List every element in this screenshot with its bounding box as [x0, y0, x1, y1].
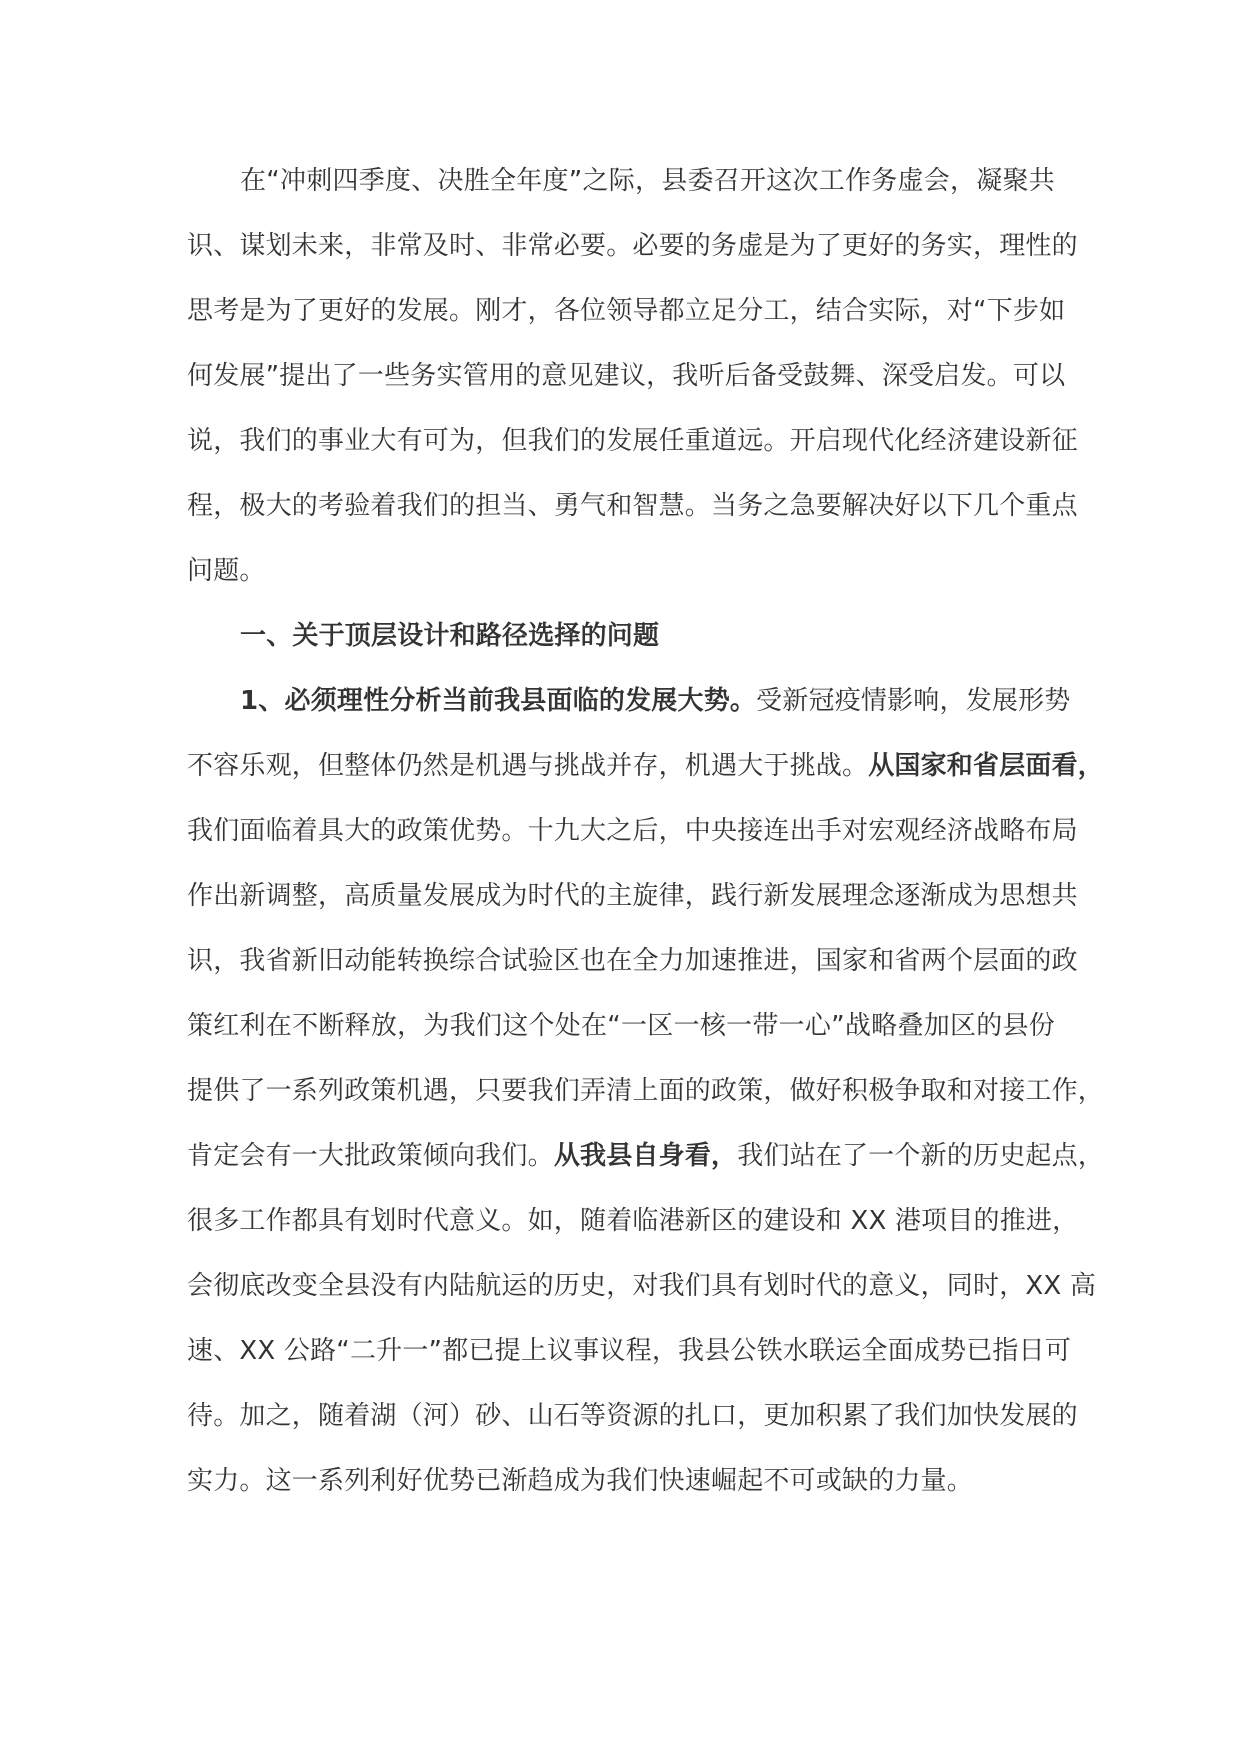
emphasis-text: 从国家和省层面看，: [868, 751, 1105, 781]
paragraph-line: 识，我省新旧动能转换综合试验区也在全力加速推进，国家和省两个层面的政: [187, 946, 1078, 976]
paragraph-line: 程，极大的考验着我们的担当、勇气和智慧。当务之急要解决好以下几个重点: [187, 491, 1078, 521]
paragraph-line: 作出新调整，高质量发展成为时代的主旋律，践行新发展理念逐渐成为思想共: [187, 881, 1078, 911]
line-text: 受新冠疫情影响，发展形势: [756, 686, 1071, 716]
paragraph-line: 很多工作都具有划时代意义。如，随着临港新区的建设和 XX 港项目的推进，: [187, 1206, 1079, 1236]
intro-paragraph: [187, 166, 1078, 623]
paragraph-line: 提供了一系列政策机遇，只要我们弄清上面的政策，做好积极争取和对接工作，: [187, 1076, 1105, 1106]
section-heading: 一、关于顶层设计和路径选择的问题: [240, 621, 660, 651]
emphasis-text: 从我县自身看，: [553, 1141, 738, 1171]
line-text: 肯定会有一大批政策倾向我们。: [187, 1141, 554, 1171]
document-body: [187, 166, 1105, 1533]
paragraph-line: 问题。: [187, 556, 266, 586]
analysis-paragraph: [187, 686, 1105, 1533]
paragraph-line: 说，我们的事业大有可为，但我们的发展任重道远。开启现代化经济建设新征: [187, 426, 1078, 456]
line-text: 不容乐观，但整体仍然是机遇与挑战并存，机遇大于挑战。: [187, 751, 869, 781]
paragraph-line: 速、XX 公路“二升一”都已提上议事议程，我县公铁水联运全面成势已指日可: [187, 1336, 1072, 1366]
paragraph-line: 我们面临着具大的政策优势。十九大之后，中央接连出手对宏观经济战略布局: [187, 816, 1078, 846]
paragraph-line: 识、谋划未来，非常及时、非常必要。必要的务虚是为了更好的务实，理性的: [187, 231, 1078, 261]
paragraph-line: 在“冲刺四季度、决胜全年度”之际，县委召开这次工作务虚会，凝聚共: [240, 166, 1055, 196]
paragraph-line: [187, 751, 1105, 818]
paragraph-line: 思考是为了更好的发展。刚才，各位领导都立足分工，结合实际，对“下步如: [187, 296, 1066, 326]
paragraph-line: 会彻底改变全县没有内陆航运的历史，对我们具有划时代的意义，同时，XX 高: [187, 1271, 1097, 1301]
paragraph-line: [187, 686, 1071, 753]
point-title: 1、必须理性分析当前我县面临的发展大势。: [240, 686, 757, 716]
paragraph-line: 何发展”提出了一些务实管用的意见建议，我听后备受鼓舞、深受启发。可以: [187, 361, 1066, 391]
line-text: 我们站在了一个新的历史起点，: [737, 1141, 1105, 1171]
paragraph-line: 策红利在不断释放，为我们这个处在“一区一核一带一心”战略叠加区的县份: [187, 1011, 1055, 1041]
paragraph-line: [187, 1141, 1105, 1208]
paragraph-line: 待。加之，随着湖（河）砂、山石等资源的扎口，更加积累了我们加快发展的: [187, 1401, 1078, 1431]
paragraph-line: 实力。这一系列利好优势已渐趋成为我们快速崛起不可或缺的力量。: [187, 1466, 974, 1496]
